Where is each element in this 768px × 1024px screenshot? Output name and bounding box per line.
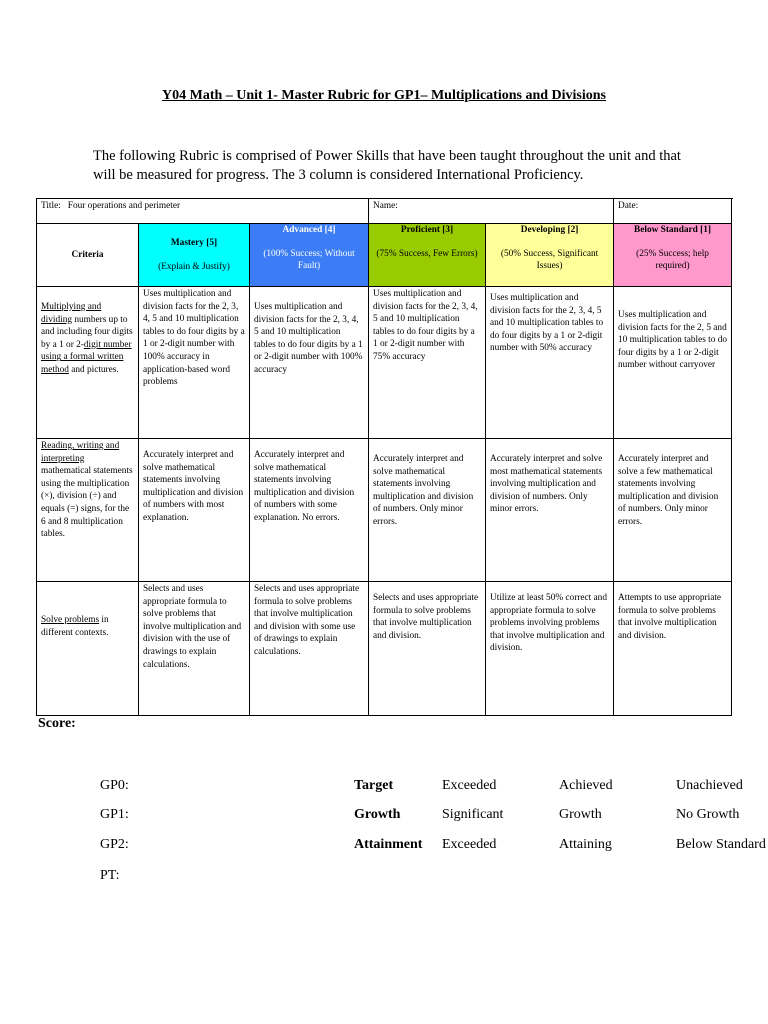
advanced-header	[250, 224, 369, 287]
gp0-label: GP0:	[100, 778, 129, 793]
criteria-cell: Multiplying and dividing numbers up to and including four digits by a 1 or 2-digit number using a formal written method and pictures.	[37, 287, 139, 439]
advanced-cell: Accurately interpret and solve mathematical statements involving multiplication and division of numbers with some explanation. No errors.	[250, 439, 369, 582]
title-cell	[37, 199, 369, 224]
below-standard-header	[614, 224, 732, 287]
document-title: Y04 Math – Unit 1- Master Rubric for GP1– Multiplications and Divisions	[162, 88, 606, 103]
developing-cell: Uses multiplication and division facts for the 2, 3, 4, 5 and 10 multiplication tables to do four digits by a 1 or 2-digit number with 50% accuracy	[486, 287, 614, 439]
criteria-header: Criteria	[37, 224, 139, 287]
title-value: Four operations and perimeter	[67, 201, 181, 211]
growth-level-growth: Growth	[559, 807, 602, 822]
name-label: Name:	[373, 201, 398, 211]
target-level-achieved: Achieved	[559, 778, 613, 793]
advanced-cell: Uses multiplication and division facts for the 2, 3, 4, 5 and 10 multiplication tables to do four digits by a 1 or 2-digit number with 100% accuracy	[250, 287, 369, 439]
info-row	[37, 199, 732, 224]
below-standard-name: Below Standard [1]	[634, 225, 712, 235]
growth-label: Growth	[354, 807, 401, 822]
proficient-header	[369, 224, 486, 287]
criteria-cell: Solve problems in different contexts.	[37, 582, 139, 716]
rubric-row-multiplying	[37, 287, 732, 439]
target-level-unachieved: Unachieved	[676, 778, 743, 793]
advanced-cell: Selects and uses appropriate formula to solve problems that involve multiplication and division with some use of drawings to explain calculations.	[250, 582, 369, 716]
rubric-row-solve	[37, 582, 732, 716]
attainment-level-below-standard: Below Standard	[676, 837, 766, 852]
mastery-cell: Uses multiplication and division facts for the 2, 3, 4, 5 and 10 multiplication tables to do four digits by a 1 or 2-digit number with 100% accuracy in application-based word problems	[139, 287, 250, 439]
below-standard-cell: Uses multiplication and division facts for the 2, 5 and 10 multiplication tables to do four digits by a 1 or 2-digit number without carryover	[614, 287, 732, 439]
below-standard-cell: Attempts to use appropriate formula to solve problems that involve multiplication and division.	[614, 582, 732, 716]
rubric-row-reading	[37, 439, 732, 582]
mastery-name: Mastery [5]	[170, 237, 218, 248]
developing-header	[486, 224, 614, 287]
advanced-name: Advanced [4]	[282, 225, 336, 235]
date-cell[interactable]	[614, 199, 732, 224]
intro-paragraph: The following Rubric is comprised of Power Skills that have been taught throughout the unit and that will be measured for progress. The 3 column is considered International Proficiency.	[93, 148, 681, 183]
mastery-cell: Selects and uses appropriate formula to solve problems that involve multiplication and division with the use of drawings to explain calculations.	[139, 582, 250, 716]
below-standard-cell: Accurately interpret and solve a few mathematical statements involving multiplication and division of numbers. Only minor errors.	[614, 439, 732, 582]
gp1-label: GP1:	[100, 807, 129, 822]
target-label: Target	[354, 778, 394, 793]
proficient-cell: Accurately interpret and solve mathematical statements involving multiplication and division of numbers. Only minor errors.	[369, 439, 486, 582]
title-label: Title:	[41, 201, 61, 211]
gp2-label: GP2:	[100, 837, 129, 852]
developing-name: Developing [2]	[520, 225, 579, 235]
advanced-sub: (100% Success; Without Fault)	[263, 248, 355, 272]
below-standard-sub: (25% Success; help required)	[636, 248, 709, 272]
header-row	[37, 224, 732, 287]
date-label: Date:	[618, 201, 639, 211]
developing-sub: (50% Success, Significant Issues)	[500, 248, 599, 272]
proficient-name: Proficient [3]	[400, 225, 454, 235]
proficient-cell: Selects and uses appropriate formula to solve problems that involve multiplication and division.	[369, 582, 486, 716]
proficient-sub: (75% Success, Few Errors)	[376, 248, 478, 259]
attainment-level-attaining: Attaining	[559, 837, 612, 852]
pt-label: PT:	[100, 868, 120, 883]
name-cell[interactable]	[369, 199, 614, 224]
score-heading: Score:	[38, 716, 76, 731]
mastery-cell: Accurately interpret and solve mathematical statements involving multiplication and division of numbers with most explanation.	[139, 439, 250, 582]
developing-cell: Utilize at least 50% correct and appropriate formula to solve problems involving problems that involve multiplication and division.	[486, 582, 614, 716]
growth-level-significant: Significant	[442, 807, 504, 822]
developing-cell: Accurately interpret and solve most mathematical statements involving multiplication and division of numbers. Only minor errors.	[486, 439, 614, 582]
mastery-header	[139, 224, 250, 287]
attainment-label: Attainment	[354, 837, 423, 852]
criteria-cell: Reading, writing and interpreting mathematical statements using the multiplication (×), division (÷) and equals (=) signs, for the 6 and 8 multiplication tables.	[37, 439, 139, 582]
attainment-level-exceeded: Exceeded	[442, 837, 497, 852]
mastery-sub: (Explain & Justify)	[158, 261, 230, 272]
proficient-cell: Uses multiplication and division facts for the 2, 3, 4, 5 and 10 multiplication tables to do four digits by a 1 or 2-digit number with 75% accuracy	[369, 287, 486, 439]
target-level-exceeded: Exceeded	[442, 778, 497, 793]
growth-level-no-growth: No Growth	[676, 807, 740, 822]
rubric-table	[36, 198, 732, 716]
